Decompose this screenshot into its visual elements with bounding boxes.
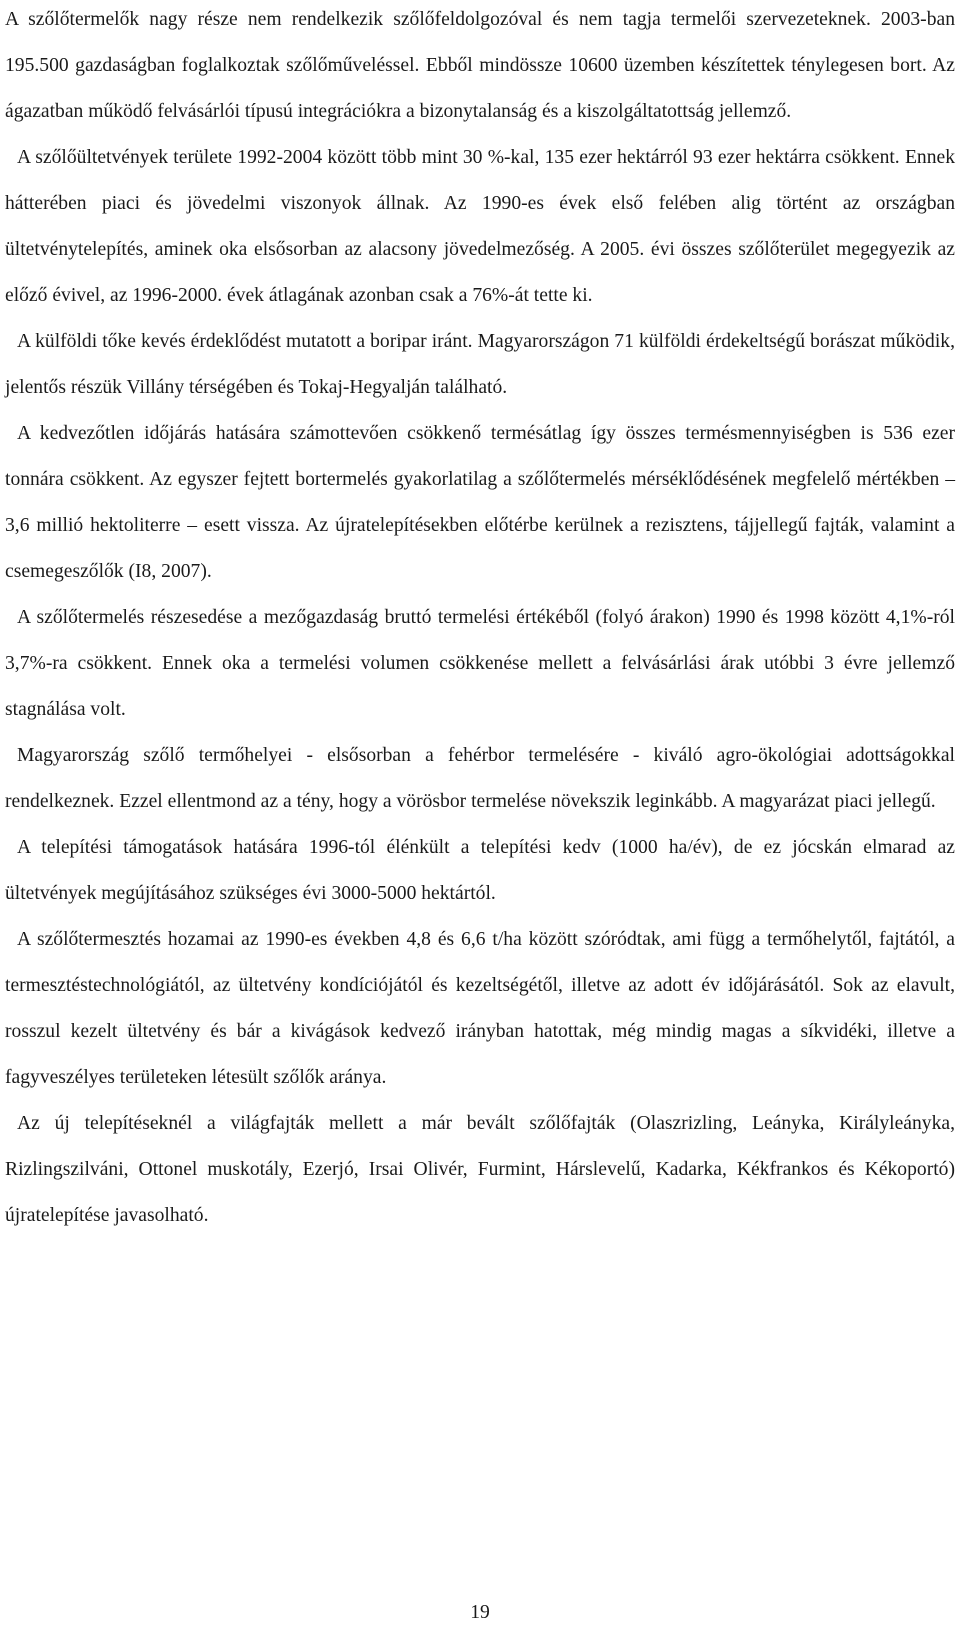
paragraph-2: A szőlőültetvények területe 1992-2004 között több mint 30 %-kal, 135 ezer hektárról 93 ezer hektárra csökkent. Ennek hátterében piaci és jövedelmi viszonyok állnak. Az 1990-es évek első felében alig történt az országban ültetvénytelepítés, aminek oka elsősorban az alacsony jövedelmezőség. A 2005. évi összes szőlőterület megegyezik az előző évivel, az 1996-2000. évek átlagának azonban csak a 76%-át tette ki.	[5, 147, 955, 306]
paragraph-5: A szőlőtermelés részesedése a mezőgazdaság bruttó termelési értékéből (folyó árakon) 1990 és 1998 között 4,1%-ról 3,7%-ra csökkent. Ennek oka a termelési volumen csökkenése mellett a felvásárlási árak utóbbi 3 évre jellemző stagnálása volt.	[5, 607, 955, 720]
paragraph-8: A szőlőtermesztés hozamai az 1990-es években 4,8 és 6,6 t/ha között szóródtak, ami függ a termőhelytől, fajtától, a termesztéstechnológiától, az ültetvény kondíciójától és kezeltségétől, illetve az adott év időjárásától. Sok az elavult, rosszul kezelt ültetvény és bár a kivágások kedvező irányban hatottak, még mindig magas a síkvidéki, illetve a fagyveszélyes területeken létesült szőlők aránya.	[5, 929, 955, 1088]
paragraph-7: A telepítési támogatások hatására 1996-tól élénkült a telepítési kedv (1000 ha/év), de ez jócskán elmarad az ültetvények megújításához szükséges évi 3000-5000 hektártól.	[5, 837, 955, 904]
paragraph-1: A szőlőtermelők nagy része nem rendelkezik szőlőfeldolgozóval és nem tagja termelői szervezeteknek. 2003-ban 195.500 gazdaságban foglalkoztak szőlőműveléssel. Ebből mindössze 10600 üzemben készítettek ténylegesen bort. Az ágazatban működő felvásárlói típusú integrációkra a bizonytalanság és a kiszolgáltatottság jellemző.	[5, 9, 955, 122]
paragraph-6: Magyarország szőlő termőhelyei - elsősorban a fehérbor termelésére - kiváló agro-ökológiai adottságokkal rendelkeznek. Ezzel ellentmond az a tény, hogy a vörösbor termelése növekszik leginkább. A magyarázat piaci jellegű.	[5, 745, 955, 812]
paragraph-3: A külföldi tőke kevés érdeklődést mutatott a boripar iránt. Magyarországon 71 külföldi érdekeltségű borászat működik, jelentős részük Villány térségében és Tokaj-Hegyalján található.	[5, 331, 955, 398]
document-page	[5, 0, 955, 1239]
page-number: 19	[470, 1602, 490, 1623]
paragraph-4: A kedvezőtlen időjárás hatására számottevően csökkenő termésátlag így összes termésmennyiségben is 536 ezer tonnára csökkent. Az egyszer fejtett bortermelés gyakorlatilag a szőlőtermelés mérséklődésének megfelelő mértékben – 3,6 millió hektoliterre – esett vissza. Az újratelepítésekben előtérbe kerülnek a rezisztens, tájjellegű fajták, valamint a csemegeszőlők (I8, 2007).	[5, 423, 955, 582]
paragraph-9: Az új telepítéseknél a világfajták mellett a már bevált szőlőfajták (Olaszrizling, Leányka, Királyleányka, Rizlingszilváni, Ottonel muskotály, Ezerjó, Irsai Olivér, Furmint, Hárslevelű, Kadarka, Kékfrankos és Kékoportó) újratelepítése javasolható.	[5, 1113, 955, 1226]
